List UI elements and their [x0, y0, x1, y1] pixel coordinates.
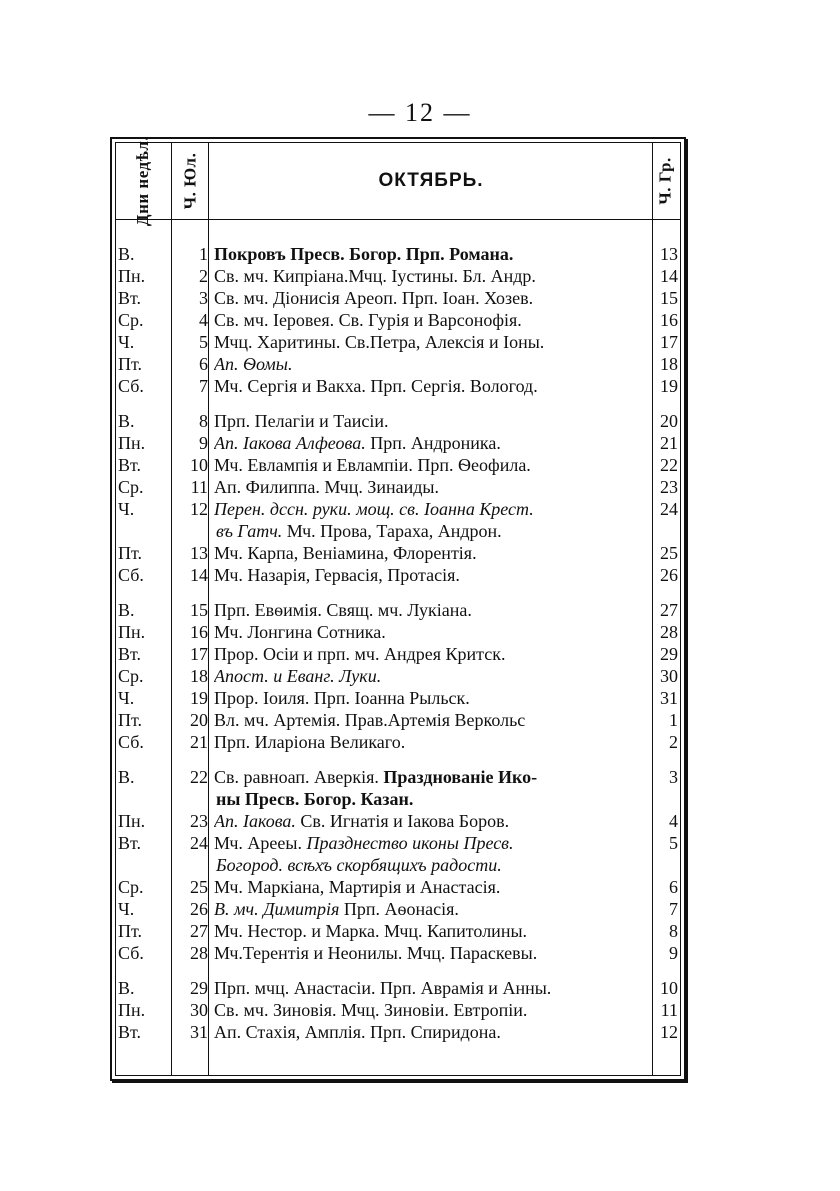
day-of-week: Пн. [118, 1000, 146, 1020]
day-of-week: Вт. [118, 644, 142, 664]
entry-text-part: Празднованіе Ико- [383, 767, 538, 787]
feast-entry [214, 410, 654, 432]
feast-entry [214, 766, 654, 810]
gregorian-date: 9 [669, 943, 678, 963]
day-of-week: Пн. [118, 811, 146, 831]
entry-text-part: Прп. мчц. Анастасіи. Прп. Аврамія и Анны. [214, 978, 552, 998]
julian-date: 16 [190, 622, 208, 642]
feast-entry [214, 687, 654, 709]
entry-text-part: Мч. Арееы. [214, 833, 307, 853]
feast-entry-continuation [214, 788, 654, 810]
feast-entry [214, 920, 654, 942]
entry-text-part: Св. Игнатія и Іакова Боров. [295, 811, 510, 831]
julian-date: 20 [190, 710, 208, 730]
feast-entry-line [214, 1021, 654, 1043]
day-of-week: Вт. [118, 833, 142, 853]
feast-entry [214, 331, 654, 353]
gregorian-date: 8 [669, 921, 678, 941]
feast-entry-line [214, 353, 654, 375]
table-row [116, 498, 680, 542]
table-row [116, 810, 680, 832]
gregorian-date: 7 [669, 899, 678, 919]
entry-text-part: Празднество иконы Пресв. [306, 833, 514, 853]
day-of-week: Вт. [118, 1022, 142, 1042]
julian-date: 27 [190, 921, 208, 941]
table-row [116, 353, 680, 375]
entry-text-part: ны Пресв. Богор. Казан. [216, 789, 414, 809]
entry-text-part: Мч. Нестор. и Марка. Мчц. Капитолины. [214, 921, 528, 941]
header-day-of-week [116, 135, 171, 227]
day-of-week: В. [118, 767, 135, 787]
day-of-week: Вт. [118, 288, 142, 308]
entry-text-part: Покровъ Пресв. Богор. Прп. Романа. [214, 244, 514, 264]
julian-date: 9 [199, 433, 208, 453]
entry-text-part: Перен. дсcн. руки. мощ. св. Іоанна Крест. [214, 499, 534, 519]
entry-text-part: Прп. Иларіона Великаго. [214, 732, 406, 752]
feast-entry [214, 621, 654, 643]
gregorian-date: 11 [660, 1000, 678, 1020]
day-of-week: Пн. [118, 433, 146, 453]
day-of-week: В. [118, 411, 135, 431]
feast-entry-line [214, 265, 654, 287]
entry-text-part: Св. мч. Іеровея. Св. Гурія и Варсонофія. [214, 310, 522, 330]
feast-entry-line [214, 709, 654, 731]
gregorian-date: 14 [660, 266, 678, 286]
table-row [116, 243, 680, 265]
day-of-week: Ср. [118, 310, 144, 330]
entry-text-part: Прп. Пелагіи и Таисіи. [214, 411, 389, 431]
gregorian-date: 12 [660, 1022, 678, 1042]
feast-entry-line [214, 498, 654, 520]
entry-text-part: Прп. Евѳимія. Свящ. мч. Лукіана. [214, 600, 472, 620]
table-row [116, 410, 680, 432]
feast-entry [214, 876, 654, 898]
julian-date: 24 [190, 833, 208, 853]
day-of-week: Ср. [118, 666, 144, 686]
feast-entry [214, 432, 654, 454]
day-of-week: Вт. [118, 455, 142, 475]
entry-text-part: Мч. Назарія, Гервасія, Протасія. [214, 565, 460, 585]
gregorian-date: 4 [669, 811, 678, 831]
feast-entry [214, 265, 654, 287]
feast-entry-line [214, 454, 654, 476]
entry-text-part: Мч. Карпа, Веніамина, Флорентія. [214, 543, 477, 563]
feast-entry-line [214, 476, 654, 498]
entry-text-part: Мч. Лонгина Сотника. [214, 622, 386, 642]
feast-entry-line [214, 687, 654, 709]
julian-date: 31 [190, 1022, 208, 1042]
feast-entry-line [214, 375, 654, 397]
feast-entry-line [214, 898, 654, 920]
table-row [116, 542, 680, 564]
feast-entry-line [214, 942, 654, 964]
table-row [116, 977, 680, 999]
feast-entry [214, 309, 654, 331]
feast-entry-line [214, 410, 654, 432]
julian-date: 2 [199, 266, 208, 286]
julian-date: 17 [190, 644, 208, 664]
header-gregorian-date [653, 145, 679, 217]
feast-entry [214, 353, 654, 375]
entry-text-part: Прор. Осіи и прп. мч. Андрея Критск. [214, 644, 506, 664]
julian-date: 25 [190, 877, 208, 897]
gregorian-date: 23 [660, 477, 678, 497]
entry-text-part: Мчц. Харитины. Св.Петра, Алексія и Іоны. [214, 332, 545, 352]
gregorian-date: 17 [660, 332, 678, 352]
entry-text-part: Ап. Іакова Алфеова. [214, 433, 366, 453]
header-divider [116, 219, 680, 220]
table-row [116, 999, 680, 1021]
header-day-of-week-label: Дни недѣл. [133, 135, 153, 227]
feast-entry [214, 810, 654, 832]
julian-date: 14 [190, 565, 208, 585]
julian-date: 1 [199, 244, 208, 264]
julian-date: 19 [190, 688, 208, 708]
julian-date: 12 [190, 499, 208, 519]
feast-entry [214, 731, 654, 753]
gregorian-date: 24 [660, 499, 678, 519]
day-of-week: Пт. [118, 543, 143, 563]
julian-date: 30 [190, 1000, 208, 1020]
feast-entry-line [214, 542, 654, 564]
entry-text-part: Мч. Евлампія и Евлампіи. Прп. Ѳеофила. [214, 455, 531, 475]
gregorian-date: 22 [660, 455, 678, 475]
table-row [116, 876, 680, 898]
table-row [116, 709, 680, 731]
julian-date: 11 [190, 477, 208, 497]
feast-entry-line [214, 876, 654, 898]
gregorian-date: 30 [660, 666, 678, 686]
feast-entry-line [214, 287, 654, 309]
table-row [116, 331, 680, 353]
header-julian-date [172, 145, 208, 217]
gregorian-date: 10 [660, 978, 678, 998]
day-of-week: В. [118, 978, 135, 998]
feast-entry-line [214, 432, 654, 454]
table-row [116, 766, 680, 810]
entry-text-part: Св. равноап. Аверкія. [214, 767, 384, 787]
day-of-week: Сб. [118, 943, 144, 963]
feast-entry-line [214, 599, 654, 621]
table-row [116, 476, 680, 498]
feast-entry [214, 542, 654, 564]
gregorian-date: 1 [669, 710, 678, 730]
day-of-week: Сб. [118, 732, 144, 752]
table-row [116, 687, 680, 709]
feast-entry-line [214, 621, 654, 643]
feast-entry [214, 665, 654, 687]
day-of-week: Ср. [118, 477, 144, 497]
day-of-week: Пт. [118, 710, 143, 730]
table-row [116, 287, 680, 309]
gregorian-date: 20 [660, 411, 678, 431]
gregorian-date: 26 [660, 565, 678, 585]
page-number: — 12 — [368, 98, 472, 127]
table-row [116, 898, 680, 920]
feast-entry [214, 375, 654, 397]
feast-entry-continuation [214, 520, 654, 542]
gregorian-date: 18 [660, 354, 678, 374]
entry-text-part: Мч. Прова, Тараха, Андрон. [282, 521, 502, 541]
table-row [116, 309, 680, 331]
gregorian-date: 29 [660, 644, 678, 664]
feast-entry [214, 898, 654, 920]
gregorian-date: 31 [660, 688, 678, 708]
feast-entry-line [214, 643, 654, 665]
entry-text-part: Богород. всѣхъ скорбящихъ радости. [216, 855, 502, 875]
table-row [116, 1021, 680, 1043]
table-row [116, 731, 680, 753]
feast-entry [214, 243, 654, 265]
day-of-week: Пт. [118, 921, 143, 941]
day-of-week: Пн. [118, 622, 146, 642]
day-of-week: Пт. [118, 354, 143, 374]
julian-date: 4 [199, 310, 208, 330]
feast-entry [214, 1021, 654, 1043]
table-row [116, 564, 680, 586]
gregorian-date: 27 [660, 600, 678, 620]
feast-entry [214, 832, 654, 876]
feast-entry-line [214, 731, 654, 753]
feast-entry-line [214, 977, 654, 999]
entry-text-part: Ап. Іакова. [214, 811, 296, 831]
day-of-week: Ч. [118, 688, 135, 708]
entry-text-part: Вл. мч. Артемія. Прав.Артемія Веркольс [214, 710, 526, 730]
table-row [116, 832, 680, 876]
feast-entry [214, 709, 654, 731]
entry-text-part: въ Гатч. [216, 521, 283, 541]
day-of-week: Ч. [118, 899, 135, 919]
table-row [116, 643, 680, 665]
feast-entry [214, 454, 654, 476]
gregorian-date: 19 [660, 376, 678, 396]
table-row [116, 599, 680, 621]
feast-entry [214, 977, 654, 999]
gregorian-date: 28 [660, 622, 678, 642]
gregorian-date: 13 [660, 244, 678, 264]
table-row [116, 454, 680, 476]
table-row [116, 375, 680, 397]
feast-entry-continuation [214, 854, 654, 876]
calendar-table [110, 137, 686, 1081]
gregorian-date: 25 [660, 543, 678, 563]
day-of-week: В. [118, 244, 135, 264]
entry-text-part: Св. мч. Діонисія Ареоп. Прп. Іоан. Хозев. [214, 288, 534, 308]
feast-entry-line [214, 243, 654, 265]
month-title: ОКТЯБРЬ. [378, 170, 484, 191]
julian-date: 29 [190, 978, 208, 998]
gregorian-date: 16 [660, 310, 678, 330]
feast-entry [214, 643, 654, 665]
entry-text-part: Ап. Стахія, Амплія. Прп. Спиридона. [214, 1022, 501, 1042]
julian-date: 13 [190, 543, 208, 563]
feast-entry [214, 476, 654, 498]
julian-date: 3 [199, 288, 208, 308]
entry-text-part: Прп. Аѳонасія. [339, 899, 459, 919]
entry-text-part: В. мч. Димитрія [214, 899, 340, 919]
feast-entry-line [214, 331, 654, 353]
feast-entry [214, 599, 654, 621]
entry-text-part: Апост. и Еванг. Луки. [214, 666, 382, 686]
entry-text-part: Прор. Іоиля. Прп. Іоанна Рыльск. [214, 688, 470, 708]
feast-entry-line [214, 766, 654, 788]
julian-date: 18 [190, 666, 208, 686]
julian-date: 15 [190, 600, 208, 620]
feast-entry-line [214, 920, 654, 942]
julian-date: 10 [190, 455, 208, 475]
entry-text-part: Мч. Маркіана, Мартирія и Анастасія. [214, 877, 501, 897]
entry-text-part: Мч. Сергія и Вакха. Прп. Сергія. Вологод. [214, 376, 538, 396]
feast-entry [214, 498, 654, 542]
entry-text-part: Ап. Ѳомы. [214, 354, 293, 374]
gregorian-date: 3 [669, 767, 678, 787]
day-of-week: Сб. [118, 376, 144, 396]
julian-date: 6 [199, 354, 208, 374]
entry-text-part: Мч.Терентія и Неонилы. Мчц. Параскевы. [214, 943, 538, 963]
table-row [116, 920, 680, 942]
table-row [116, 621, 680, 643]
feast-entry-line [214, 810, 654, 832]
feast-entry-line [214, 309, 654, 331]
day-of-week: Ч. [118, 332, 135, 352]
entry-text-part: Св. мч. Кипріана.Мчц. Іустины. Бл. Андр. [214, 266, 536, 286]
feast-entry [214, 999, 654, 1021]
julian-date: 28 [190, 943, 208, 963]
day-of-week: В. [118, 600, 135, 620]
day-of-week: Ч. [118, 499, 135, 519]
feast-entry-line [214, 832, 654, 854]
feast-entry [214, 942, 654, 964]
day-of-week: Пн. [118, 266, 146, 286]
gregorian-date: 21 [660, 433, 678, 453]
julian-date: 21 [190, 732, 208, 752]
feast-entry-line [214, 665, 654, 687]
julian-date: 23 [190, 811, 208, 831]
julian-date: 8 [199, 411, 208, 431]
gregorian-date: 5 [669, 833, 678, 853]
gregorian-date: 15 [660, 288, 678, 308]
gregorian-date: 6 [669, 877, 678, 897]
table-row [116, 432, 680, 454]
gregorian-date: 2 [669, 732, 678, 752]
entry-text-part: Ап. Филиппа. Мчц. Зинаиды. [214, 477, 440, 497]
header-gregorian-date-label: Ч. Гр. [656, 157, 675, 205]
entry-text-part: Св. мч. Зиновія. Мчц. Зиновіи. Евтропіи. [214, 1000, 528, 1020]
header-julian-date-label: Ч. Юл. [180, 152, 199, 210]
day-of-week: Сб. [118, 565, 144, 585]
feast-entry-line [214, 999, 654, 1021]
feast-entry [214, 287, 654, 309]
day-of-week: Ср. [118, 877, 144, 897]
table-inner-border [115, 135, 681, 1076]
table-row [116, 942, 680, 964]
julian-date: 26 [190, 899, 208, 919]
calendar-rows [116, 243, 680, 1043]
feast-entry-line [214, 564, 654, 586]
table-row [116, 665, 680, 687]
feast-entry [214, 564, 654, 586]
julian-date: 22 [190, 767, 208, 787]
julian-date: 7 [199, 376, 208, 396]
julian-date: 5 [199, 332, 208, 352]
table-row [116, 265, 680, 287]
entry-text-part: Прп. Андроника. [365, 433, 501, 453]
